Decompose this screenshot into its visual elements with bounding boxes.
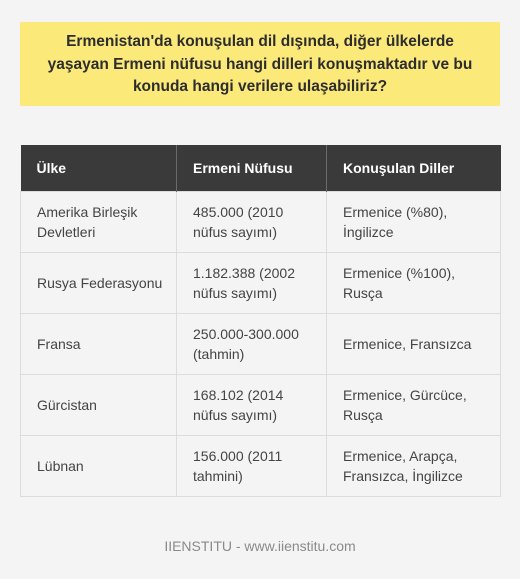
- table-row: [21, 435, 501, 496]
- cell-population: 168.102 (2014 nüfus sayımı): [177, 374, 327, 435]
- cell-languages: Ermenice, Arapça, Fransızca, İngilizce: [327, 435, 501, 496]
- cell-country: Rusya Federasyonu: [21, 252, 177, 313]
- cell-population: 250.000-300.000 (tahmin): [177, 313, 327, 374]
- question-text: Ermenistan'da konuşulan dil dışında, diğer ülkelerde yaşayan Ermeni nüfusu hangi dilleri konuşmaktadır ve bu konuda hangi verilere ulaşabiliriz?: [47, 33, 473, 95]
- header-languages: Konuşulan Diller: [327, 145, 501, 191]
- table-row: [21, 374, 501, 435]
- cell-languages: Ermenice (%80), İngilizce: [327, 191, 501, 252]
- cell-country: Amerika Birleşik Devletleri: [21, 191, 177, 252]
- cell-population: 156.000 (2011 tahmini): [177, 435, 327, 496]
- table-header-row: [21, 145, 501, 191]
- armenian-population-table: [20, 145, 501, 497]
- header-country: Ülke: [21, 145, 177, 191]
- question-banner: [20, 22, 500, 106]
- cell-languages: Ermenice, Fransızca: [327, 313, 501, 374]
- table-row: [21, 191, 501, 252]
- cell-languages: Ermenice (%100), Rusça: [327, 252, 501, 313]
- header-population: Ermeni Nüfusu: [177, 145, 327, 191]
- cell-population: 1.182.388 (2002 nüfus sayımı): [177, 252, 327, 313]
- table-row: [21, 252, 501, 313]
- cell-population: 485.000 (2010 nüfus sayımı): [177, 191, 327, 252]
- cell-country: Gürcistan: [21, 374, 177, 435]
- data-table-container: [20, 145, 500, 497]
- cell-country: Lübnan: [21, 435, 177, 496]
- table-row: [21, 313, 501, 374]
- cell-languages: Ermenice, Gürcüce, Rusça: [327, 374, 501, 435]
- cell-country: Fransa: [21, 313, 177, 374]
- footer-credit: IIENSTITU - www.iienstitu.com: [164, 538, 356, 554]
